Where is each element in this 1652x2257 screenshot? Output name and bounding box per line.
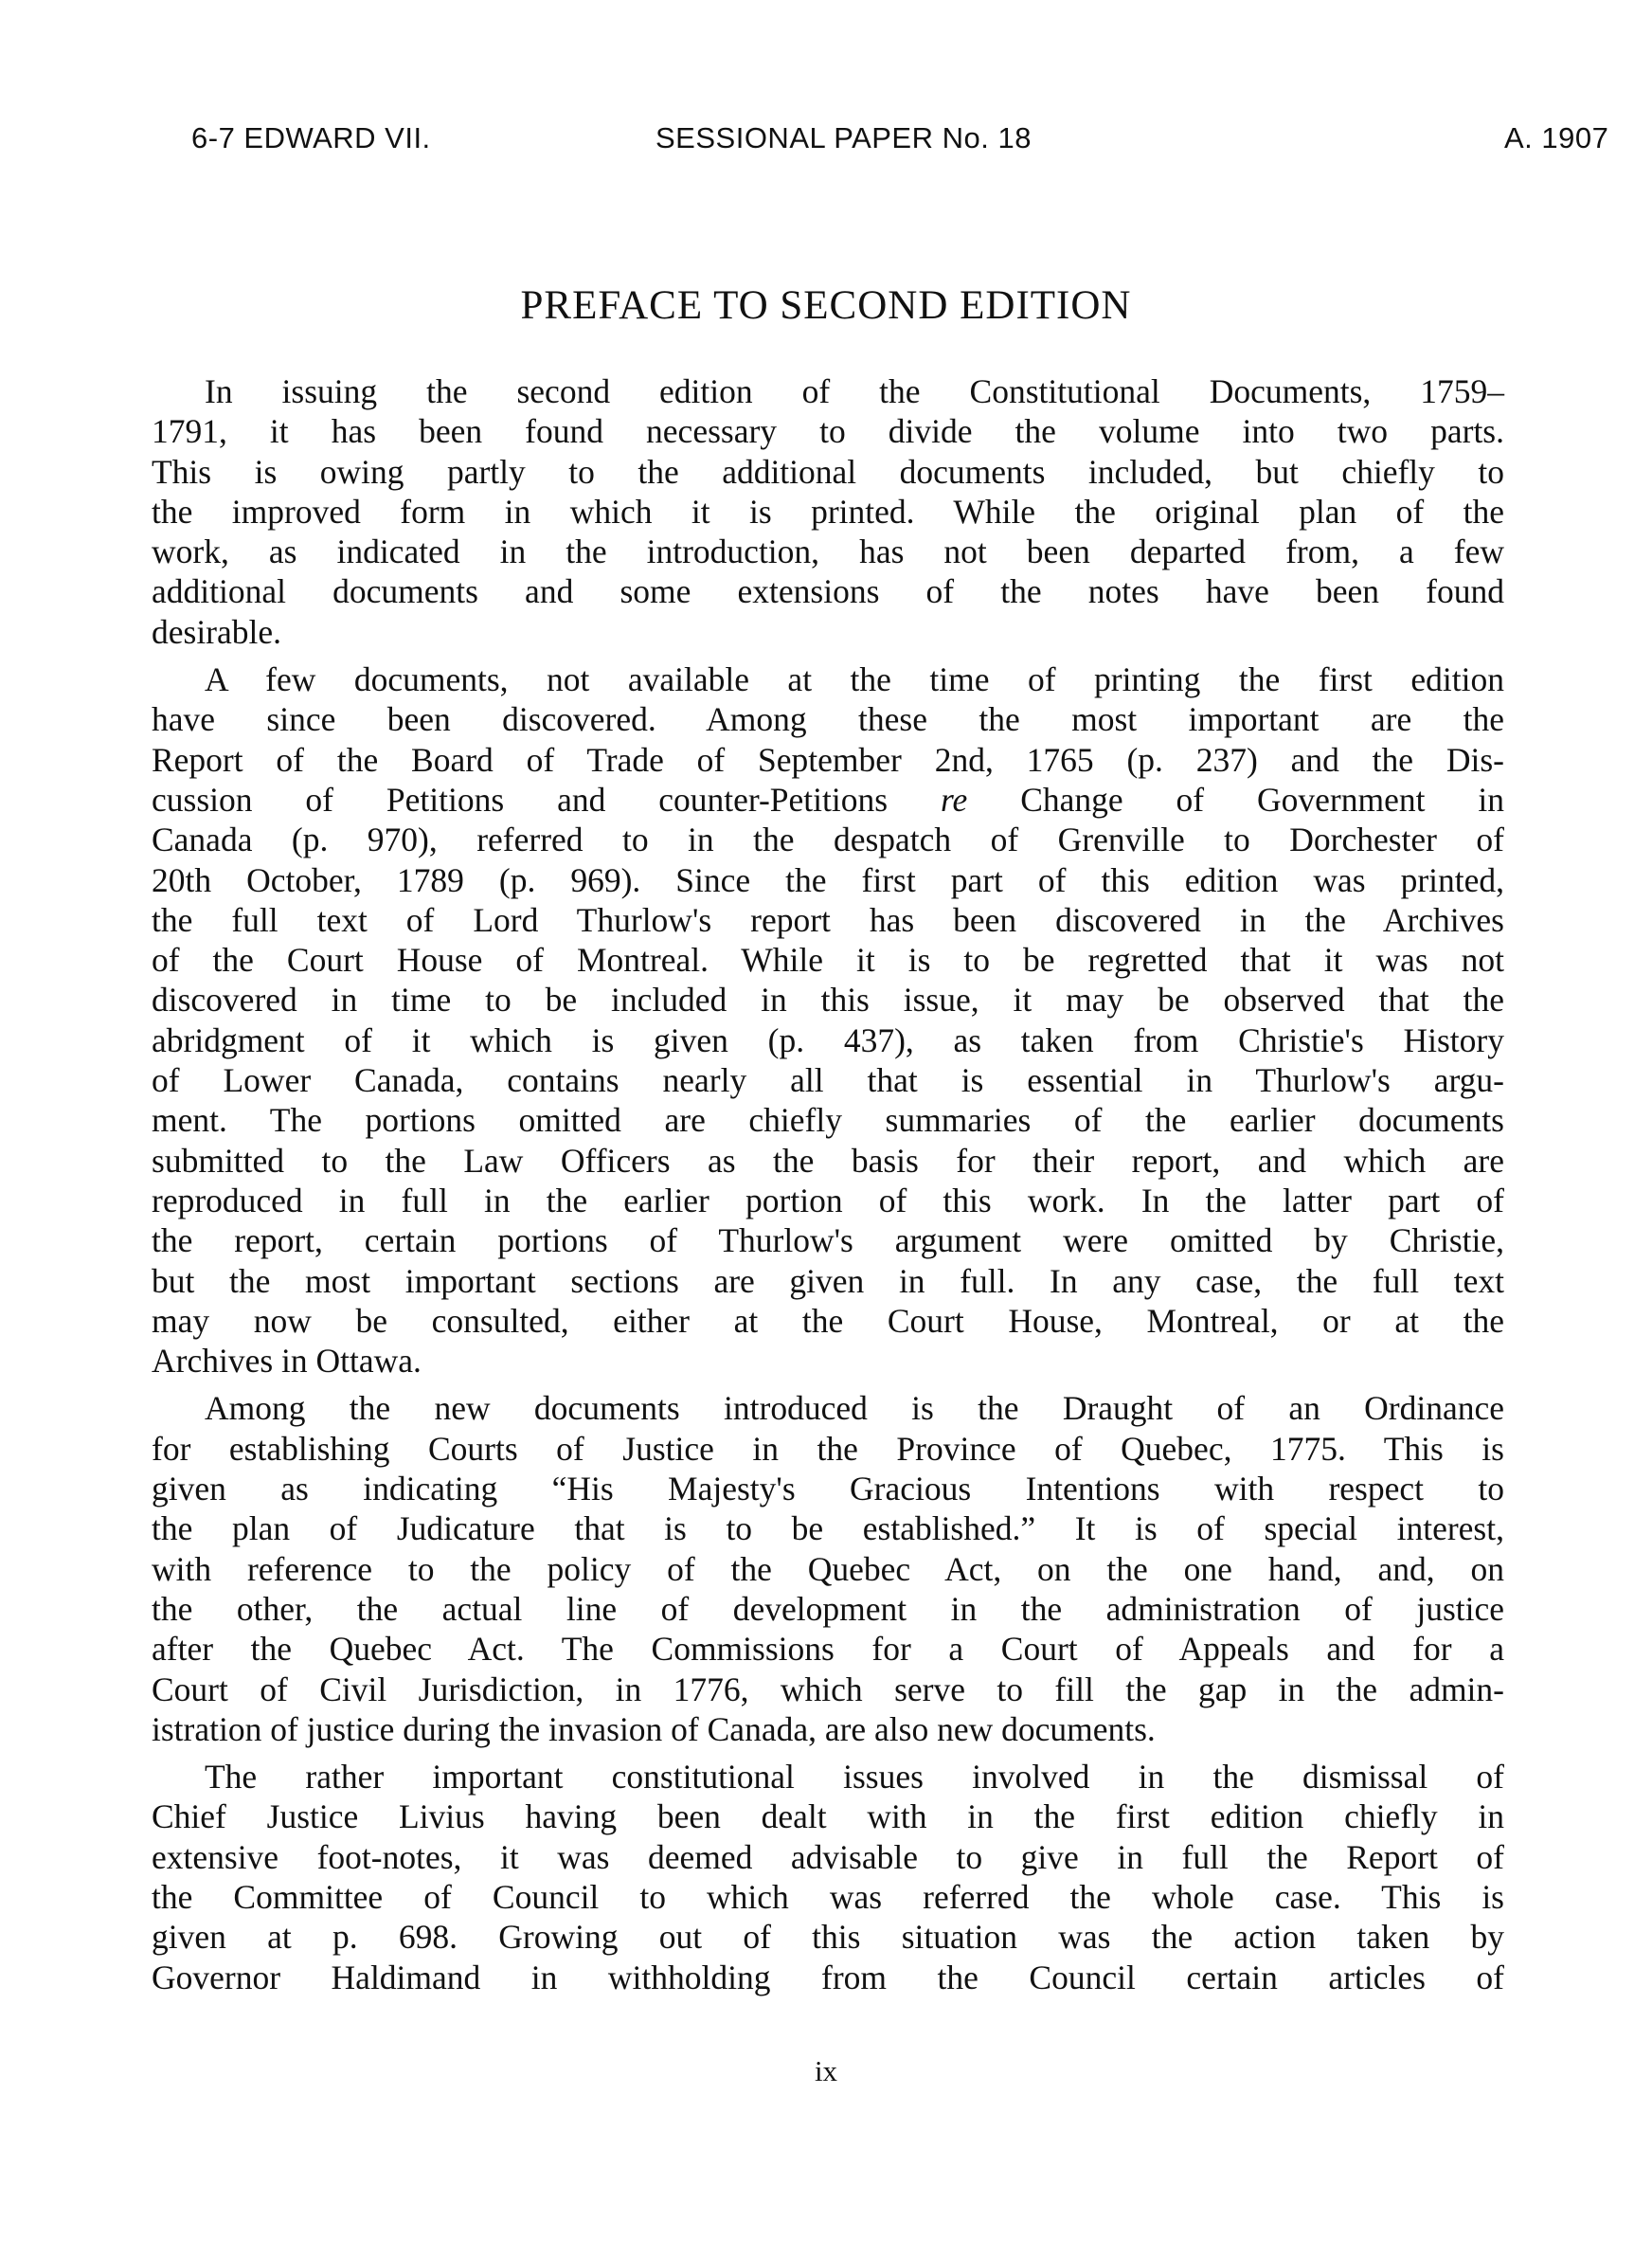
text-line: have since been discovered. Among these the most important are the	[152, 700, 1504, 739]
text-line: A few documents, not available at the time of printing the first edition	[205, 660, 1504, 699]
page-title: PREFACE TO SECOND EDITION	[520, 283, 1132, 328]
text-line: This is owing partly to the additional documents included, but chiefly to	[152, 452, 1504, 491]
text-line: istration of justice during the invasion of Canada, are also new documents.	[152, 1709, 1156, 1748]
text-line: extensive foot-notes, it was deemed advisable to give in full the Report of	[152, 1837, 1504, 1876]
text-line: the other, the actual line of development in the administration of justice	[152, 1589, 1504, 1628]
paragraph-4	[152, 1757, 1504, 1997]
text-line: given at p. 698. Growing out of this situation was the action taken by	[152, 1918, 1504, 1957]
text-line: the improved form in which it is printed. While the original plan of the	[152, 492, 1504, 531]
text-line: abridgment of it which is given (p. 437), as taken from Christie's History	[152, 1020, 1504, 1059]
text-line: Report of the Board of Trade of September 2nd, 1765 (p. 237) and the Dis-	[152, 740, 1504, 779]
text-line: the full text of Lord Thurlow's report has been discovered in the Archives	[152, 900, 1504, 939]
text-line: In issuing the second edition of the Constitutional Documents, 1759–	[205, 372, 1504, 410]
text-line: may now be consulted, either at the Court House, Montreal, or at the	[152, 1301, 1504, 1340]
text-line: the Committee of Council to which was referred the whole case. This is	[152, 1877, 1504, 1916]
text-line: The rather important constitutional issues involved in the dismissal of	[205, 1758, 1504, 1797]
running-head-sessional-paper: SESSIONAL PAPER No. 18	[655, 121, 1032, 154]
text-line: Archives in Ottawa.	[152, 1342, 422, 1381]
text-line: Chief Justice Livius having been dealt with in the first edition chiefly in	[152, 1797, 1504, 1836]
paragraph-3	[152, 1388, 1504, 1749]
text-segment: Change of Government in	[1020, 780, 1505, 819]
running-head-regnal-year: 6-7 EDWARD VII.	[191, 121, 431, 154]
text-line: given as indicating “His Majesty's Gracious Intentions with respect to	[152, 1470, 1504, 1508]
text-line: of the Court House of Montreal. While it is to be regretted that it was not	[152, 941, 1504, 980]
text-line: additional documents and some extensions of the notes have been found	[152, 572, 1504, 611]
preface-body	[152, 371, 1504, 2005]
text-line: Court of Civil Jurisdiction, in 1776, which serve to fill the gap in the admin-	[152, 1670, 1504, 1708]
text-line: of Lower Canada, contains nearly all that is essential in Thurlow's argu-	[152, 1061, 1504, 1100]
text-line: after the Quebec Act. The Commissions for a Court of Appeals and for a	[152, 1630, 1504, 1669]
text-line: for establishing Courts of Justice in the Province of Quebec, 1775. This is	[152, 1429, 1504, 1468]
text-line: 20th October, 1789 (p. 969). Since the first part of this edition was printed,	[152, 860, 1504, 899]
text-line: the plan of Judicature that is to be established.” It is of special interest,	[152, 1509, 1504, 1548]
text-line: but the most important sections are given in full. In any case, the full text	[152, 1261, 1504, 1300]
italic-re: re	[941, 780, 968, 819]
text-line-with-italic	[152, 780, 1504, 820]
paragraph-2	[152, 659, 1504, 1381]
text-line: work, as indicated in the introduction, has not been departed from, a few	[152, 533, 1504, 571]
text-line: Among the new documents introduced is the Draught of an Ordinance	[205, 1389, 1504, 1428]
text-line: desirable.	[152, 612, 282, 651]
text-line: submitted to the Law Officers as the basis for their report, and which are	[152, 1141, 1504, 1180]
text-line: with reference to the policy of the Quebec Act, on the one hand, and, on	[152, 1549, 1504, 1588]
paragraph-1	[152, 371, 1504, 652]
text-segment: cussion of Petitions and counter-Petitions	[152, 780, 889, 819]
page-number: ix	[814, 2054, 838, 2087]
text-line: the report, certain portions of Thurlow's argument were omitted by Christie,	[152, 1221, 1504, 1260]
text-line: 1791, it has been found necessary to divide the volume into two parts.	[152, 412, 1504, 451]
running-head-year: A. 1907	[1504, 121, 1609, 154]
running-head	[0, 121, 1652, 159]
text-line: discovered in time to be included in this issue, it may be observed that the	[152, 981, 1504, 1020]
text-line: reproduced in full in the earlier portion of this work. In the latter part of	[152, 1181, 1504, 1219]
text-line: ment. The portions omitted are chiefly summaries of the earlier documents	[152, 1101, 1504, 1140]
text-line: Governor Haldimand in withholding from the Council certain articles of	[152, 1958, 1504, 1996]
text-line: Canada (p. 970), referred to in the despatch of Grenville to Dorchester of	[152, 821, 1504, 859]
